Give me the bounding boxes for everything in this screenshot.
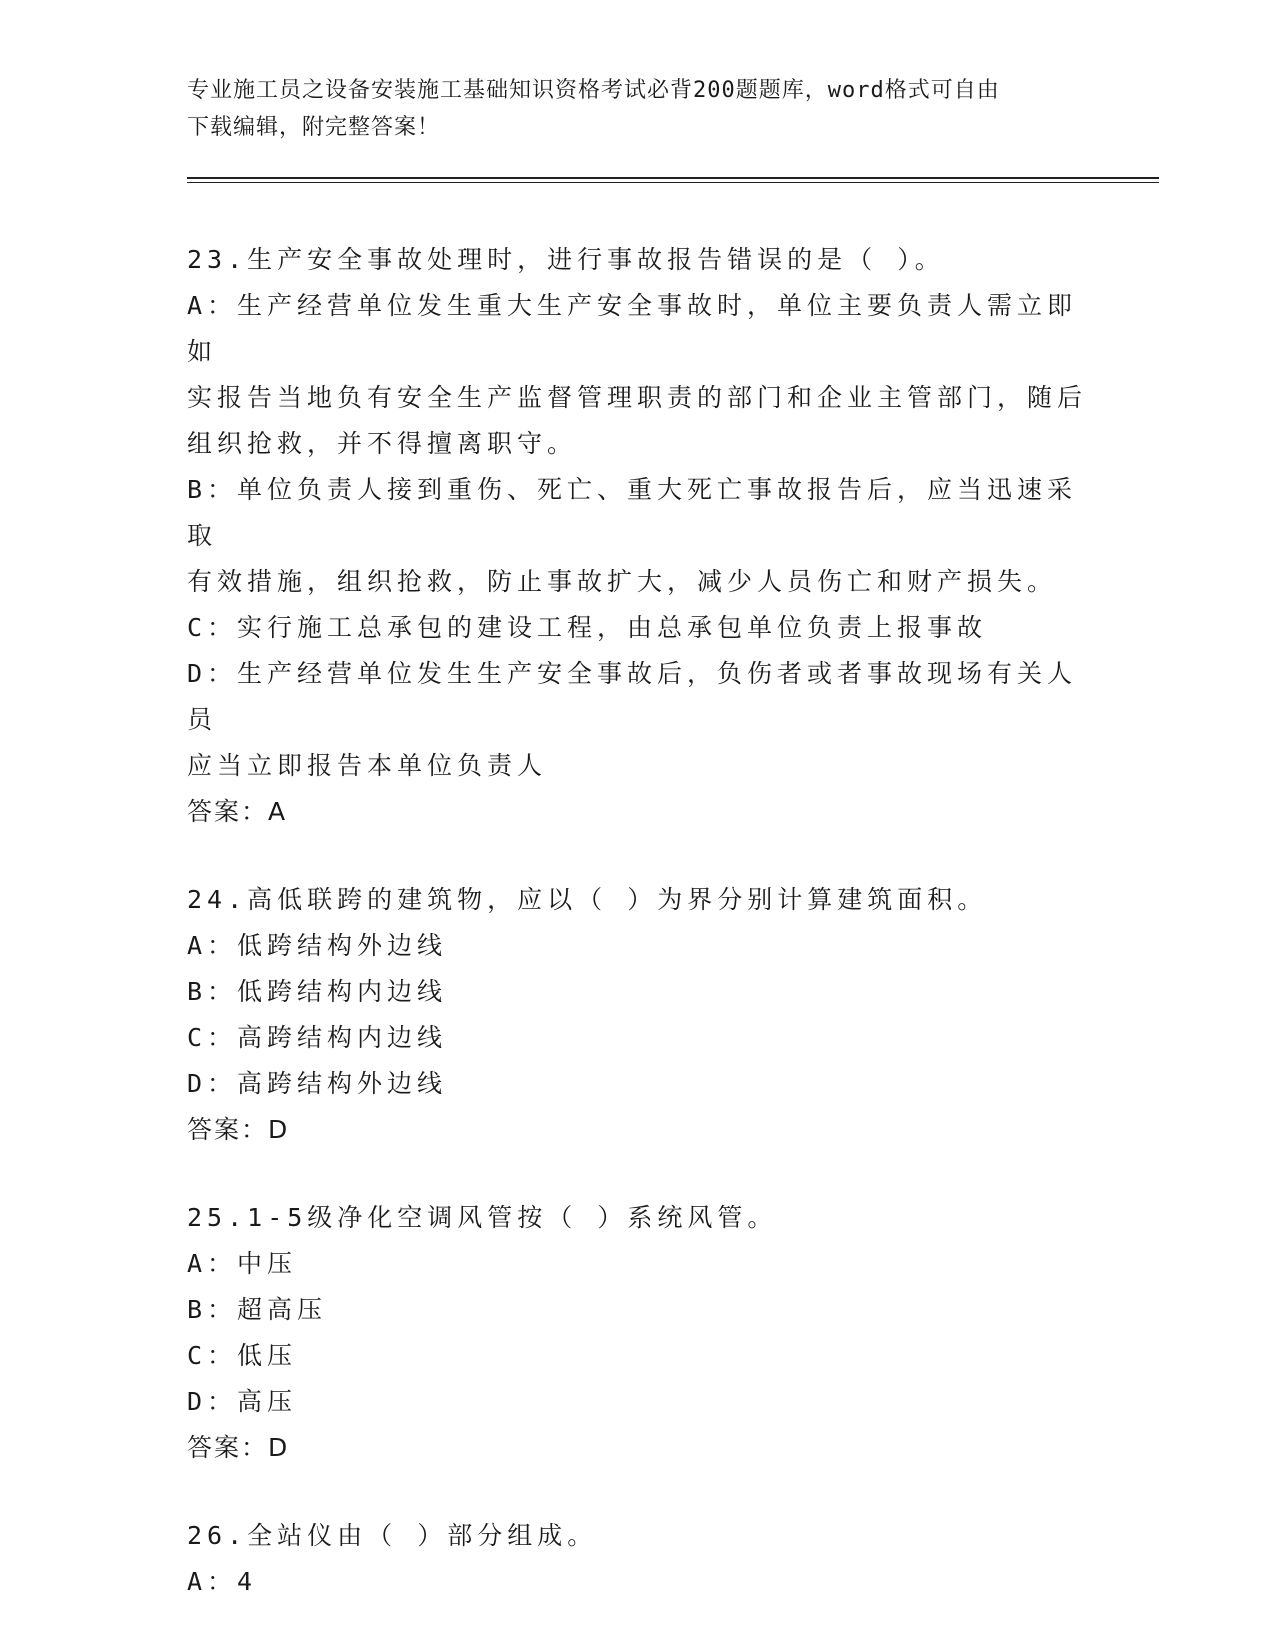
header-title-line-2: 下载编辑，附完整答案！: [187, 115, 441, 140]
header-divider-thin: [187, 182, 1159, 183]
option-c-line-1: C：实行施工总承包的建设工程，由总承包单位负责上报事故: [187, 613, 988, 642]
question-list: [187, 237, 1087, 1647]
option-b: B：超高压: [187, 1295, 328, 1324]
option-d-line-1: D：生产经营单位发生生产安全事故后，负伤者或者事故现场有关人员: [187, 659, 1078, 734]
option-b-line-2: 有效措施，组织抢救，防止事故扩大，减少人员伤亡和财产损失。: [187, 567, 1058, 596]
question-stem: 25.1-5级净化空调风管按（ ）系统风管。: [187, 1203, 778, 1232]
option-a-line-3: 组织抢救，并不得擅离职守。: [187, 429, 578, 458]
option-c: C：高跨结构内边线: [187, 1023, 448, 1052]
option-c: C：低压: [187, 1341, 298, 1370]
option-b: B：低跨结构内边线: [187, 977, 448, 1006]
header-title-line-1: 专业施工员之设备安装施工基础知识资格考试必背200题题库，word格式可自由: [187, 78, 1000, 103]
question-item: [187, 237, 1087, 835]
question-item: [187, 1513, 1087, 1605]
answer-label: 答案：D: [187, 1433, 290, 1462]
answer-label: 答案：A: [187, 797, 288, 826]
question-stem: 23.生产安全事故处理时，进行事故报告错误的是（ ）。: [187, 245, 945, 274]
option-a-line-2: 实报告当地负有安全生产监督管理职责的部门和企业主管部门，随后: [187, 383, 1088, 412]
header-divider-thick: [187, 177, 1159, 179]
option-a: A：4: [187, 1567, 258, 1596]
option-d: D：高跨结构外边线: [187, 1069, 448, 1098]
option-b-line-1: B：单位负责人接到重伤、死亡、重大死亡事故报告后，应当迅速采取: [187, 475, 1078, 550]
answer-label: 答案：D: [187, 1115, 290, 1144]
option-d: D：高压: [187, 1387, 298, 1416]
option-a: A：低跨结构外边线: [187, 931, 448, 960]
option-d-line-2: 应当立即报告本单位负责人: [187, 751, 548, 780]
question-stem: 26.全站仪由（ ）部分组成。: [187, 1521, 598, 1550]
question-item: [187, 1195, 1087, 1471]
option-a-line-1: A：生产经营单位发生重大生产安全事故时，单位主要负责人需立即如: [187, 291, 1078, 366]
document-header: [187, 72, 1087, 146]
option-a: A：中压: [187, 1249, 298, 1278]
question-stem: 24.高低联跨的建筑物，应以（ ）为界分别计算建筑面积。: [187, 885, 988, 914]
question-item: [187, 877, 1087, 1153]
